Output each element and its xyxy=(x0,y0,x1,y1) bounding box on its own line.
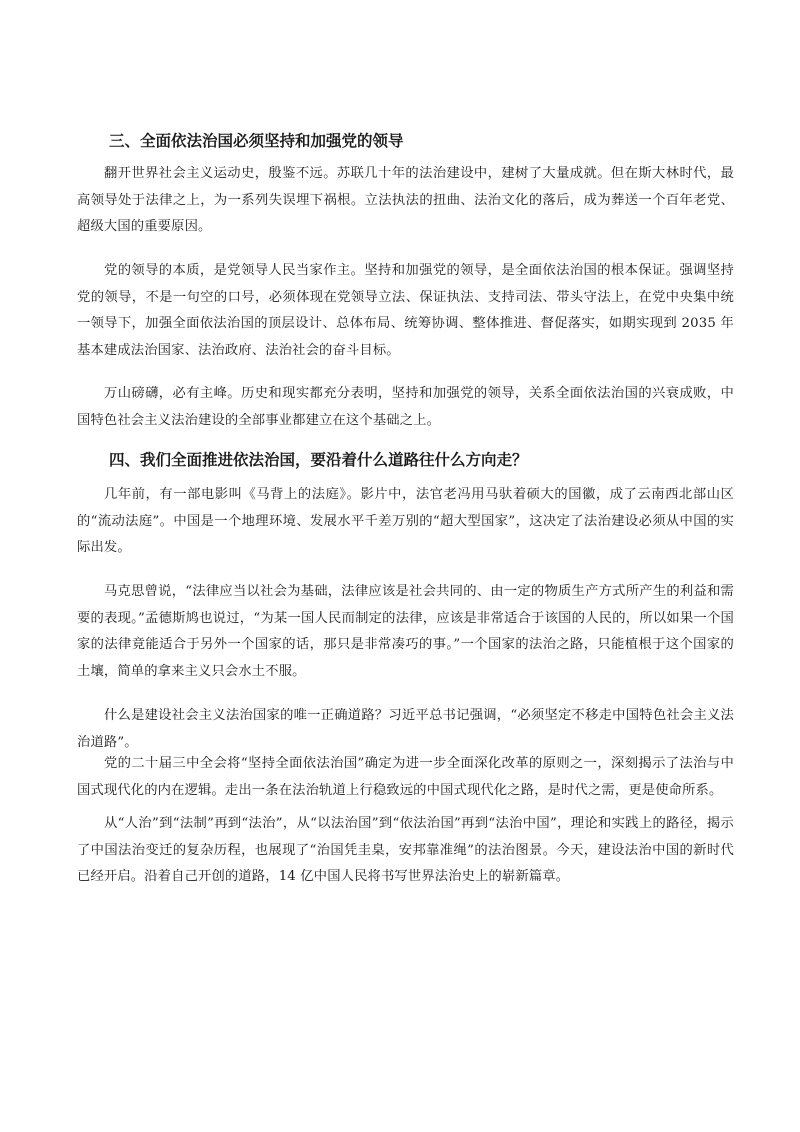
paragraph: 什么是建设社会主义法治国家的唯一正确道路？习近平总书记强调，“必须坚定不移走中国特色社会主义法治道路”。 xyxy=(77,708,734,750)
paragraph: 党的领导的本质，是党领导人民当家作主。坚持和加强党的领导，是全面依法治国的根本保证。强调坚持党的领导，不是一句空的口号，必须体现在党领导立法、保证执法、支持司法、带头守法上，在党中央集中统一领导下，加强全面依法治国的顶层设计、总体布局、统筹协调、整体推进、督促落实，如期实现到 2035 年基本建成法治国家、法治政府、法治社会的奋斗目标。 xyxy=(77,263,734,358)
paragraph: 马克思曾说，“法律应当以社会为基础，法律应该是社会共同的、由一定的物质生产方式所产生的利益和需要的表现。”孟德斯鸠也说过，“为某一国人民而制定的法律，应该是非常适合于该国的人民的，所以如果一个国家的法律竟能适合于另外一个国家的话，那只是非常凑巧的事。”一个国家的法治之路，只能植根于这个国家的土壤，简单的拿来主义只会水土不服。 xyxy=(77,584,734,679)
paragraph: 从“人治”到“法制”再到“法治”，从“以法治国”到“依法治国”再到“法治中国”，理论和实践上的路径，揭示了中国法治变迁的复杂历程，也展现了“治国凭圭臬，安邦靠准绳”的法治图景。今天，建设法治中国的新时代已经开启。沿着自己开创的道路，14 亿中国人民将书写世界法治史上的崭新篇章。 xyxy=(77,816,734,885)
section-heading-3: 三、全面依法治国必须坚持和加强党的领导 xyxy=(109,131,404,150)
section-heading-4: 四、我们全面推进依法治国，要沿着什么道路往什么方向走？ xyxy=(109,450,528,469)
paragraph: 几年前，有一部电影叫《马背上的法庭》。影片中，法官老冯用马驮着硕大的国徽，成了云南西北部山区的“流动法庭”。中国是一个地理环境、发展水平千差万别的“超大型国家”，这决定了法治建设必须从中国的实际出发。 xyxy=(77,487,734,556)
paragraph: 党的二十届三中全会将“坚持全面依法治国”确定为进一步全面深化改革的原则之一，深刻揭示了法治与中国式现代化的内在逻辑。走出一条在法治轨道上行稳致远的中国式现代化之路，是时代之需，更是使命所系。 xyxy=(77,756,734,798)
paragraph: 翻开世界社会主义运动史，殷鉴不远。苏联几十年的法治建设中，建树了大量成就。但在斯大林时代，最高领导处于法律之上，为一系列失误埋下祸根。立法执法的扭曲、法治文化的落后，成为葬送一个百年老党、超级大国的重要原因。 xyxy=(77,166,734,235)
paragraph: 万山磅礴，必有主峰。历史和现实都充分表明，坚持和加强党的领导，关系全面依法治国的兴衰成败，中国特色社会主义法治建设的全部事业都建立在这个基础之上。 xyxy=(77,386,734,428)
